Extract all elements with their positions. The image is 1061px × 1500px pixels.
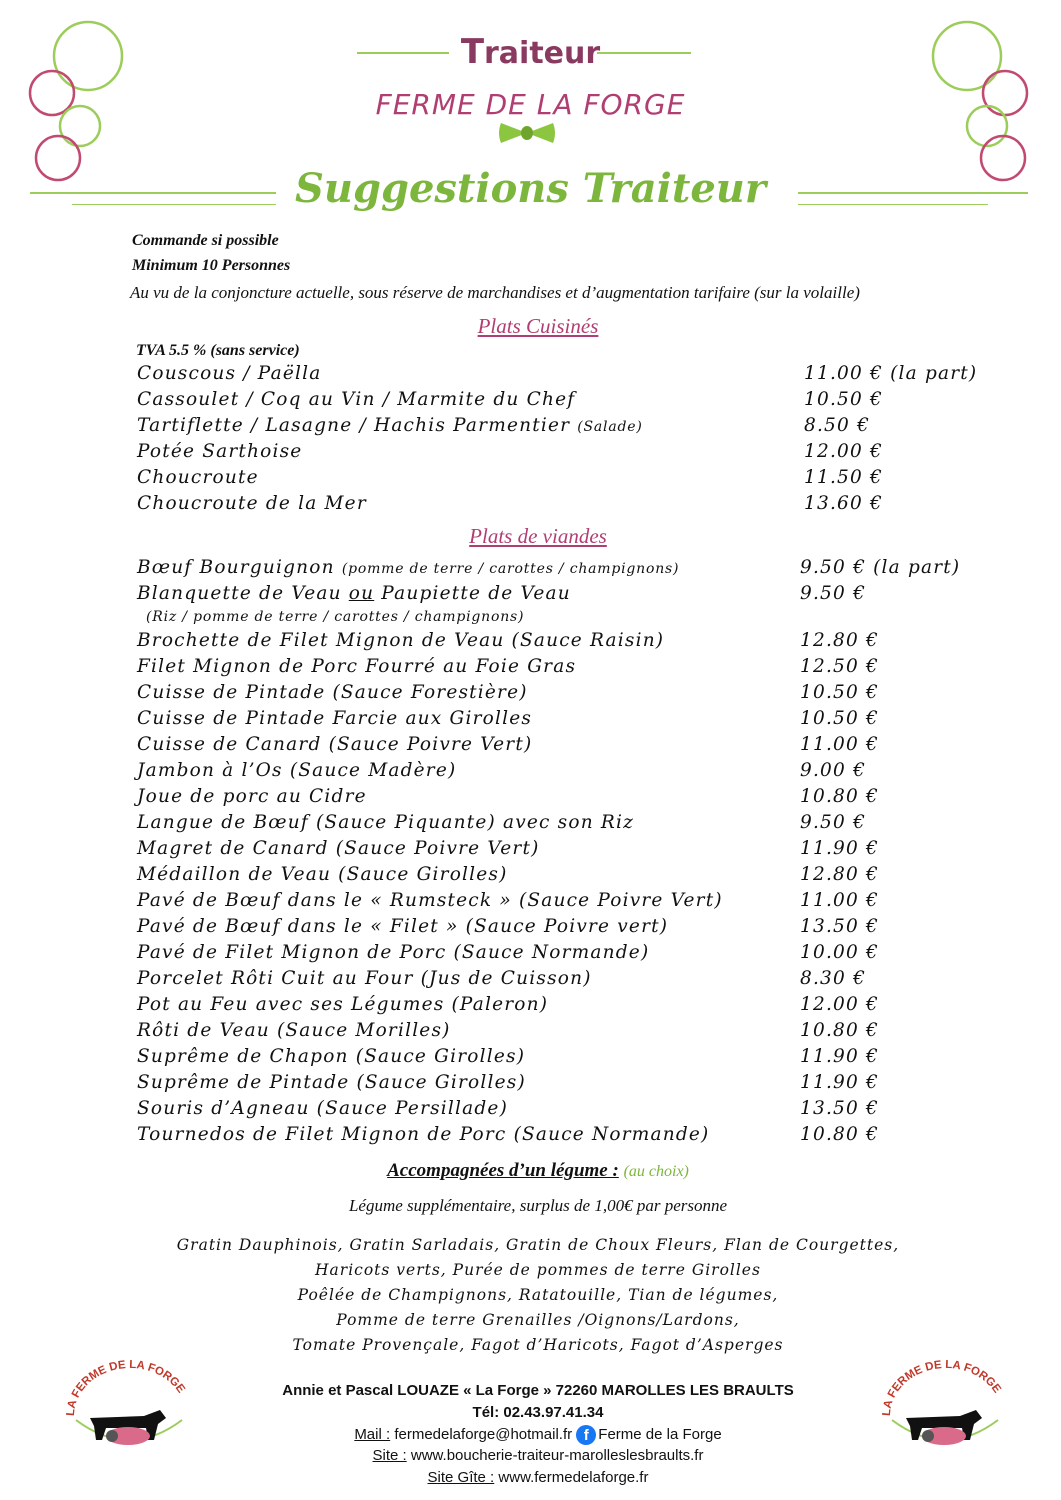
item-name	[137, 1098, 508, 1119]
item-price: 10.50 €	[804, 389, 884, 410]
mail-link[interactable]: fermedelaforge@hotmail.fr	[390, 1425, 577, 1443]
item-label: Brochette de Filet Mignon de Veau (Sauce Raisin)	[137, 630, 665, 651]
item-label: Jambon à l’Os (Sauce Madère)	[137, 760, 457, 781]
item-label: Tournedos de Filet Mignon de Porc (Sauce Normande)	[137, 1124, 710, 1145]
item-price: 12.80 €	[800, 864, 880, 885]
item-name	[137, 656, 576, 677]
item-price: 10.80 €	[800, 1020, 880, 1041]
bow-tie-icon	[497, 120, 557, 146]
item-price: 12.00 €	[804, 441, 884, 462]
list-item	[137, 864, 997, 890]
list-item	[137, 994, 997, 1020]
item-label: Cassoulet / Coq au Vin / Marmite du Chef	[137, 389, 576, 410]
item-label: Porcelet Rôti Cuit au Four (Jus de Cuisson)	[137, 968, 592, 989]
accompagnement-choix: (au choix)	[623, 1163, 689, 1180]
item-price: 13.60 €	[804, 493, 884, 514]
item-name	[137, 942, 649, 963]
list-item	[137, 656, 997, 682]
item-label: Suprême de Chapon (Sauce Girolles)	[137, 1046, 526, 1067]
tva-note: TVA 5.5 % (sans service)	[136, 342, 300, 359]
list-item	[137, 1124, 997, 1150]
item-price: 12.80 €	[800, 630, 880, 651]
item-name	[137, 708, 532, 729]
traiteur-rest: raiteur	[484, 36, 601, 71]
list-item	[137, 493, 997, 519]
item-name	[137, 916, 668, 937]
logo-text: LA FERME DE LA FORGE	[880, 1360, 1003, 1417]
list-item	[137, 1098, 997, 1124]
item-label: Bœuf Bourguignon	[137, 557, 335, 578]
item-name	[137, 1072, 526, 1093]
legume-supplement: Légume supplémentaire, surplus de 1,00€ par personne	[348, 1196, 728, 1215]
gite-link[interactable]: www.fermedelaforge.fr	[494, 1469, 649, 1486]
item-price: 13.50 €	[800, 916, 880, 937]
item-name	[137, 994, 548, 1015]
site-label: Site :	[372, 1447, 407, 1464]
footer-address: Annie et Pascal LOUAZE « La Forge » 72260 MAROLLES LES BRAULTS	[282, 1382, 794, 1399]
item-name	[137, 441, 302, 462]
item-note: (pomme de terre / carottes / champignons)	[341, 561, 680, 577]
item-label: Potée Sarthoise	[137, 441, 303, 462]
list-item	[137, 890, 997, 916]
item-price: 11.00 € (la part)	[804, 363, 978, 384]
list-item	[137, 838, 997, 864]
conjoncture-note: Au vu de la conjoncture actuelle, sous réserve de marchandises et d’augmentation tarifaire (sur la volaille)	[130, 283, 860, 302]
traiteur-initial: T	[460, 32, 485, 72]
footer-site-row	[0, 1447, 1061, 1464]
item-price: 11.00 €	[800, 890, 880, 911]
list-item	[137, 1072, 997, 1098]
item-label: Cuisse de Pintade Farcie aux Girolles	[137, 708, 533, 729]
item-label: Tartiflette / Lasagne / Hachis Parmentier	[137, 415, 571, 436]
item-name	[137, 734, 532, 755]
item-price: 11.90 €	[800, 838, 880, 859]
item-label: Pavé de Bœuf dans le « Filet » (Sauce Poivre vert)	[137, 916, 669, 937]
traiteur-title	[0, 32, 1061, 72]
list-item	[137, 583, 997, 609]
list-item	[137, 441, 997, 467]
list-item	[137, 812, 997, 838]
item-price: 9.50 €	[800, 812, 867, 833]
item-name	[137, 583, 571, 604]
item-label: Médaillon de Veau (Sauce Girolles)	[137, 864, 508, 885]
item-price: 10.80 €	[800, 1124, 880, 1145]
item-label: Choucroute	[137, 467, 259, 488]
facebook-link[interactable]: Ferme de la Forge	[598, 1425, 722, 1443]
list-item	[137, 968, 997, 994]
footer-mail-row	[0, 1425, 1061, 1445]
item-label: Cuisse de Pintade (Sauce Forestière)	[137, 682, 528, 703]
item-label: Cuisse de Canard (Sauce Poivre Vert)	[137, 734, 533, 755]
item-label: Pavé de Bœuf dans le « Rumsteck » (Sauce Poivre Vert)	[137, 890, 723, 911]
item-price: 8.50 €	[804, 415, 871, 436]
item-name	[137, 890, 723, 911]
item-price: 10.50 €	[800, 708, 880, 729]
list-item	[137, 557, 997, 583]
item-label: Pavé de Filet Mignon de Porc (Sauce Normande)	[137, 942, 650, 963]
suggestions-title: Suggestions Traiteur	[295, 165, 766, 212]
list-item	[137, 1020, 997, 1046]
item-name	[137, 760, 456, 781]
item-price: 12.00 €	[800, 994, 880, 1015]
accompagnement-label: Accompagnées d’un légume :	[387, 1160, 619, 1181]
ferme-title: FERME DE LA FORGE	[375, 88, 686, 121]
item-price: 10.00 €	[800, 942, 880, 963]
item-price: 13.50 €	[800, 1098, 880, 1119]
list-item	[137, 682, 997, 708]
list-item	[137, 708, 997, 734]
site-link[interactable]: www.boucherie-traiteur-marolleslesbraults.fr	[406, 1447, 704, 1464]
item-name	[137, 389, 575, 410]
item-label: Magret de Canard (Sauce Poivre Vert)	[137, 838, 540, 859]
list-item	[137, 467, 997, 493]
facebook-icon[interactable]: f	[576, 1425, 596, 1445]
logo-text: LA FERME DE LA FORGE	[64, 1360, 187, 1417]
list-item	[137, 916, 997, 942]
section-plats-cuisines: Plats Cuisinés	[477, 314, 599, 338]
legume-line: Gratin Dauphinois, Gratin Sarladais, Gratin de Choux Fleurs, Flan de Courgettes,	[176, 1236, 900, 1254]
list-item	[137, 734, 997, 760]
item-label: Joue de porc au Cidre	[137, 786, 367, 807]
item-note: (Salade)	[577, 419, 643, 435]
item-price: 9.00 €	[800, 760, 867, 781]
footer-gite-row	[0, 1469, 1061, 1486]
accompagnement-title	[0, 1160, 1061, 1182]
item-name	[137, 968, 592, 989]
item-label: Langue de Bœuf (Sauce Piquante) avec son Riz	[137, 812, 635, 833]
item-label-part2: Paupiette de Veau	[374, 583, 571, 604]
item-price: 8.30 €	[800, 968, 867, 989]
legume-line: Haricots verts, Purée de pommes de terre Girolles	[315, 1261, 761, 1279]
legume-line: Tomate Provençale, Fagot d’Haricots, Fagot d’Asperges	[292, 1336, 784, 1354]
item-name	[137, 467, 259, 488]
item-price: 9.50 € (la part)	[800, 557, 961, 578]
list-item	[137, 760, 997, 786]
item-name	[137, 786, 367, 807]
item-note: (Riz / pomme de terre / carottes / champignons)	[146, 609, 525, 625]
item-label: Choucroute de la Mer	[137, 493, 367, 514]
item-name	[137, 557, 679, 578]
item-label: Rôti de Veau (Sauce Morilles)	[137, 1020, 451, 1041]
item-label: Souris d’Agneau (Sauce Persillade)	[137, 1098, 508, 1119]
legume-line: Pomme de terre Grenailles /Oignons/Lardons,	[336, 1311, 740, 1329]
footer-tel: Tél: 02.43.97.41.34	[472, 1404, 604, 1421]
minimum-note: Minimum 10 Personnes	[132, 257, 291, 274]
item-price: 10.50 €	[800, 682, 880, 703]
item-price: 10.80 €	[800, 786, 880, 807]
item-price: 11.90 €	[800, 1072, 880, 1093]
item-name	[137, 630, 664, 651]
list-item	[137, 1046, 997, 1072]
list-item	[137, 630, 997, 656]
item-label: Suprême de Pintade (Sauce Girolles)	[137, 1072, 526, 1093]
legume-line: Poêlée de Champignons, Ratatouille, Tian de légumes,	[297, 1286, 779, 1304]
item-name	[137, 838, 540, 859]
list-item	[137, 389, 997, 415]
commande-note: Commande si possible	[132, 232, 279, 249]
item-price: 11.90 €	[800, 1046, 880, 1067]
list-item	[137, 942, 997, 968]
list-item	[137, 363, 997, 389]
item-name	[137, 682, 528, 703]
item-name	[137, 864, 508, 885]
item-label: Couscous / Paëlla	[137, 363, 322, 384]
item-price: 11.50 €	[804, 467, 884, 488]
list-item	[137, 786, 997, 812]
item-name	[137, 812, 634, 833]
item-label-ou: ou	[348, 583, 375, 604]
gite-label: Site Gîte :	[427, 1469, 495, 1486]
item-label: Pot au Feu avec ses Légumes (Paleron)	[137, 994, 549, 1015]
mail-label: Mail :	[354, 1425, 391, 1443]
item-price: 11.00 €	[800, 734, 880, 755]
item-price: 9.50 €	[800, 583, 867, 604]
section-plats-viandes: Plats de viandes	[469, 524, 607, 548]
list-item	[137, 415, 997, 441]
item-name	[137, 1046, 525, 1067]
item-name	[137, 415, 643, 436]
item-name	[137, 1020, 451, 1041]
item-name	[137, 363, 321, 384]
item-label-part1: Blanquette de Veau	[137, 583, 349, 604]
item-name	[137, 493, 367, 514]
item-price: 12.50 €	[800, 656, 880, 677]
item-label: Filet Mignon de Porc Fourré au Foie Gras	[137, 656, 577, 677]
item-name	[137, 1124, 709, 1145]
